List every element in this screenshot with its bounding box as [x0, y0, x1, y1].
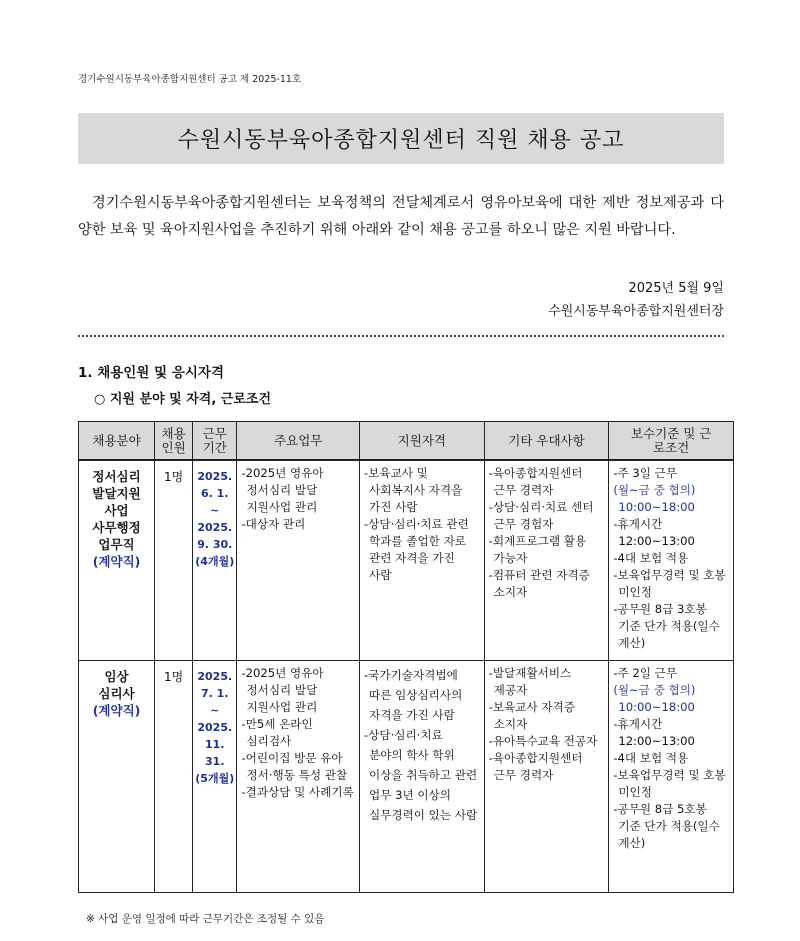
- field-cell: [79, 660, 155, 892]
- preferences-cell: [484, 660, 609, 892]
- qualifications-cell: [360, 660, 485, 892]
- period-line: 2025.: [197, 669, 233, 683]
- header-duties: 주요업무: [237, 422, 360, 461]
- condition-days-note: (월~금 중 협의): [613, 682, 696, 697]
- period-line: ~: [210, 703, 220, 717]
- duties-cell: [237, 460, 360, 660]
- header-qualifications: 지원자격: [360, 422, 485, 461]
- period-months: (4개월): [195, 555, 235, 568]
- header-count: [155, 422, 193, 461]
- preference-item: -보육교사 자격증 소지자: [488, 699, 575, 731]
- section-heading: 1. 채용인원 및 응시자격: [78, 365, 224, 381]
- period-line: ~: [210, 504, 220, 517]
- header-field: 채용분야: [79, 422, 155, 461]
- field-line: 임상: [104, 668, 129, 684]
- duty-item: -어린이집 방문 유아 정서·행동 특성 관찰: [241, 750, 348, 782]
- period-line: 2025.: [197, 521, 233, 534]
- issuer-name: 수원시동부육아종합지원센터장: [548, 304, 724, 319]
- field-line: 발달지원: [92, 486, 141, 501]
- duty-item: -2025년 영유아 정서심리 발달 지원사업 관리: [241, 466, 324, 514]
- field-cell: [79, 460, 155, 660]
- header-period-label: 근무기간: [202, 425, 227, 455]
- field-line: 업무직: [98, 537, 135, 552]
- section-subheading: ○ 지원 분야 및 자격, 근로조건: [94, 392, 272, 407]
- condition-career: -보육업무경력 및 호봉 미인정: [613, 767, 726, 799]
- duty-item: -결과상담 및 사례기록: [241, 784, 354, 799]
- preference-item: -회계프로그램 활용 가능자: [488, 534, 587, 565]
- condition-hours: 10:00~18:00: [618, 699, 695, 714]
- condition-career: -보육업무경력 및 호봉 미인정: [613, 568, 726, 599]
- preference-item: -육아종합지원센터 근무 경력자: [488, 466, 583, 497]
- condition-days: -주 3일 근무: [613, 466, 678, 480]
- table-header-row: [79, 422, 734, 461]
- period-cell: [193, 660, 237, 892]
- preference-item: -유아특수교육 전공자: [488, 733, 598, 748]
- table-row: [79, 460, 734, 660]
- qualifications-cell: [360, 460, 485, 660]
- condition-pay: -공무원 8급 3호봉 기준 단가 적용(일수 계산): [613, 602, 720, 650]
- condition-days: -주 2일 근무: [613, 665, 678, 680]
- condition-break-label: -휴게시간: [613, 716, 663, 731]
- field-line: 정서심리: [92, 469, 141, 484]
- preferences-cell: [484, 460, 609, 660]
- announcement-date: 2025년 5월 9일: [628, 281, 724, 296]
- field-line: 심리사: [98, 685, 135, 701]
- conditions-cell: [609, 460, 734, 660]
- conditions-cell: [609, 660, 734, 892]
- field-line: 사업: [104, 503, 129, 518]
- table-row: [79, 660, 734, 892]
- page-title: 수원시동부육아종합지원센터 직원 채용 공고: [177, 128, 625, 153]
- recruitment-table: [78, 421, 734, 893]
- document-number: 경기수원시동부육아종합지원센터 공고 제 2025-11호: [78, 74, 302, 85]
- qualification-item: -보육교사 및 사회복지사 자격을 가진 사람: [364, 466, 463, 514]
- condition-pay: -공무원 8급 5호봉 기준 단가 적용(일수 계산): [613, 801, 720, 850]
- qualification-item: -상담·심리·치료 분야의 학사 학위 이상을 취득하고 관련 업무 3년 이상의 실무경력이 있는 사람: [364, 727, 478, 822]
- headcount-cell: 1명: [155, 460, 193, 660]
- qualification-item: -국가기술자격법에 따른 임상심리사의 자격을 가진 사람: [364, 667, 463, 722]
- duties-cell: [237, 660, 360, 892]
- period-cell: [193, 460, 237, 660]
- intro-paragraph: 경기수원시동부육아종합지원센터는 보육정책의 전달체계로서 영유아보육에 대한 제반 정보제공과 다양한 보육 및 육아지원사업을 추진하기 위해 아래와 같이 채용 공고를 하오니 많은 지원 바랍니다.: [78, 195, 724, 238]
- period-line: 2025.: [197, 470, 233, 483]
- field-line: 사무행정: [92, 520, 141, 535]
- condition-insurance: -4대 보험 적용: [613, 750, 689, 765]
- condition-break-label: -휴게시간: [613, 517, 663, 531]
- condition-days-note: (월~금 중 협의): [613, 483, 696, 497]
- period-line: 11. 31.: [205, 737, 225, 768]
- condition-hours: 10:00~18:00: [618, 500, 695, 514]
- period-line: 2025.: [197, 720, 233, 734]
- title-banner: [78, 113, 724, 164]
- preference-item: -컴퓨터 관련 자격증 소지자: [488, 568, 590, 599]
- header-conditions: [609, 422, 734, 461]
- condition-break-time: 12:00~13:00: [618, 733, 695, 748]
- qualification-item: -상담·심리·치료 관련 학과를 졸업한 자로 관련 자격을 가진 사람: [364, 517, 469, 582]
- footnote: ※ 사업 운영 일정에 따라 근무기간은 조정될 수 있음: [86, 913, 325, 925]
- dotted-divider: [78, 335, 724, 337]
- header-count-label: 채용인원: [161, 425, 186, 455]
- headcount-cell: 1명: [155, 660, 193, 892]
- header-period: [193, 422, 237, 461]
- contract-type: (계약직): [92, 702, 141, 718]
- condition-break-time: 12:00~13:00: [618, 534, 695, 548]
- duty-item: -2025년 영유아 정서심리 발달 지원사업 관리: [241, 665, 324, 714]
- period-line: 7. 1.: [201, 686, 229, 700]
- preference-item: -상담·심리·치료 센터 근무 경험자: [488, 500, 594, 531]
- period-line: 6. 1.: [201, 487, 229, 500]
- header-conditions-label: 보수기준 및 근로조건: [630, 425, 712, 455]
- header-preferences: 기타 우대사항: [484, 422, 609, 461]
- period-line: 9. 30.: [197, 538, 233, 551]
- condition-insurance: -4대 보험 적용: [613, 551, 689, 565]
- preference-item: -육아종합지원센터 근무 경력자: [488, 750, 583, 782]
- duty-item: -대상자 관리: [241, 517, 306, 531]
- duty-item: -만5세 온라인 심리검사: [241, 716, 313, 748]
- preference-item: -발달재활서비스 제공자: [488, 665, 572, 697]
- contract-type: (계약직): [92, 554, 141, 569]
- period-months: (5개월): [195, 771, 235, 785]
